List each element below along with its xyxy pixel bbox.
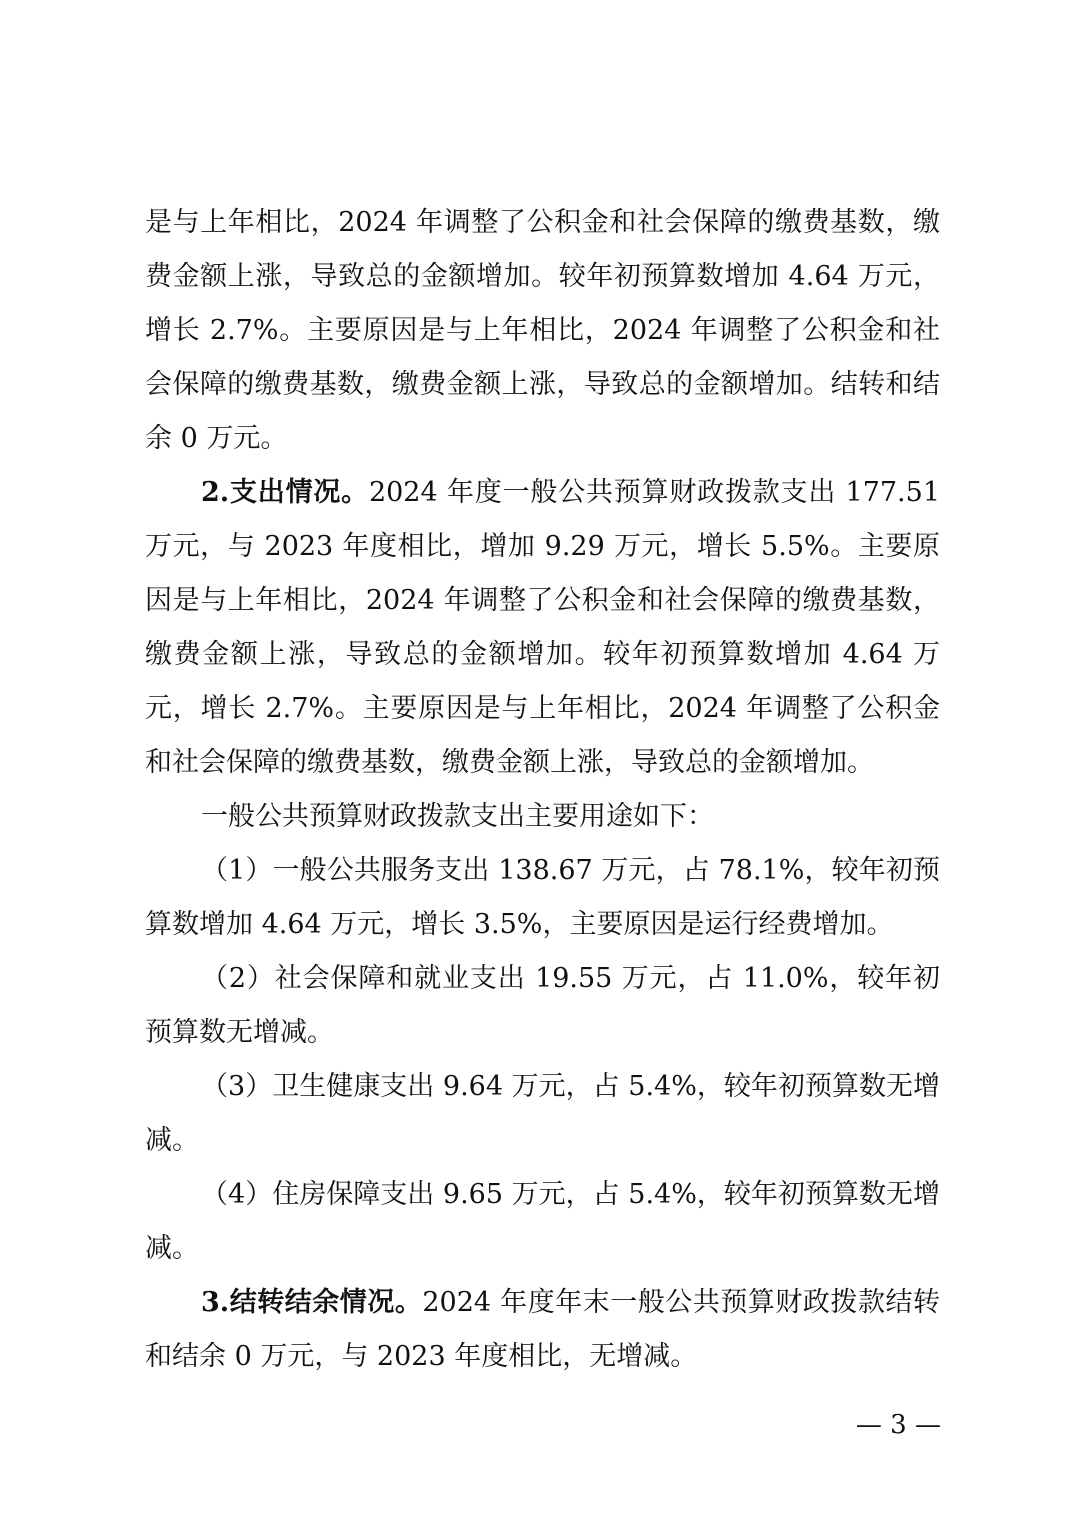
list-item-social-security: （2）社会保障和就业支出 19.55 万元，占 11.0%，较年初预算数无增减。 (145, 963, 940, 1048)
section-heading-expenditure: 2.支出情况。 (201, 477, 369, 508)
list-item-general-services: （1）一般公共服务支出 138.67 万元，占 78.1%，较年初预算数增加 4.64 万元，增长 3.5%，主要原因是运行经费增加。 (145, 855, 940, 940)
paragraph-usage-intro: 一般公共预算财政拨款支出主要用途如下： (201, 801, 714, 832)
paragraph-carryover-body: 2024 年度年末一般公共预算财政拨款结转和结余 0 万元，与 2023 年度相比，无增减。 (145, 1287, 940, 1372)
section-heading-carryover: 3.结转结余情况。 (201, 1287, 423, 1318)
page-number: — 3 — (855, 1410, 941, 1440)
document-body (145, 196, 940, 1384)
list-item-housing: （4）住房保障支出 9.65 万元，占 5.4%，较年初预算数无增减。 (145, 1179, 940, 1264)
page-footer (0, 1394, 1075, 1454)
paragraph-expenditure-body: 2024 年度一般公共预算财政拨款支出 177.51 万元，与 2023 年度相比，增加 9.29 万元，增长 5.5%。主要原因是与上年相比，2024 年调整了公积金和社会保障的缴费基数，缴费金额上涨，导致总的金额增加。较年初预算数增加 4.64 万元，增长 2.7%。主要原因是与上年相比，2024 年调整了公积金和社会保障的缴费基数，缴费金额上涨，导致总的金额增加。 (145, 477, 940, 778)
paragraph-expenditure (145, 466, 940, 790)
list-item-health: （3）卫生健康支出 9.64 万元，占 5.4%，较年初预算数无增减。 (145, 1071, 940, 1156)
paragraph-carryover (145, 1276, 940, 1384)
paragraph-continuation: 是与上年相比，2024 年调整了公积金和社会保障的缴费基数，缴费金额上涨，导致总的金额增加。较年初预算数增加 4.64 万元，增长 2.7%。主要原因是与上年相比，2024 年调整了公积金和社会保障的缴费基数，缴费金额上涨，导致总的金额增加。结转和结余 0 万元。 (145, 207, 940, 454)
